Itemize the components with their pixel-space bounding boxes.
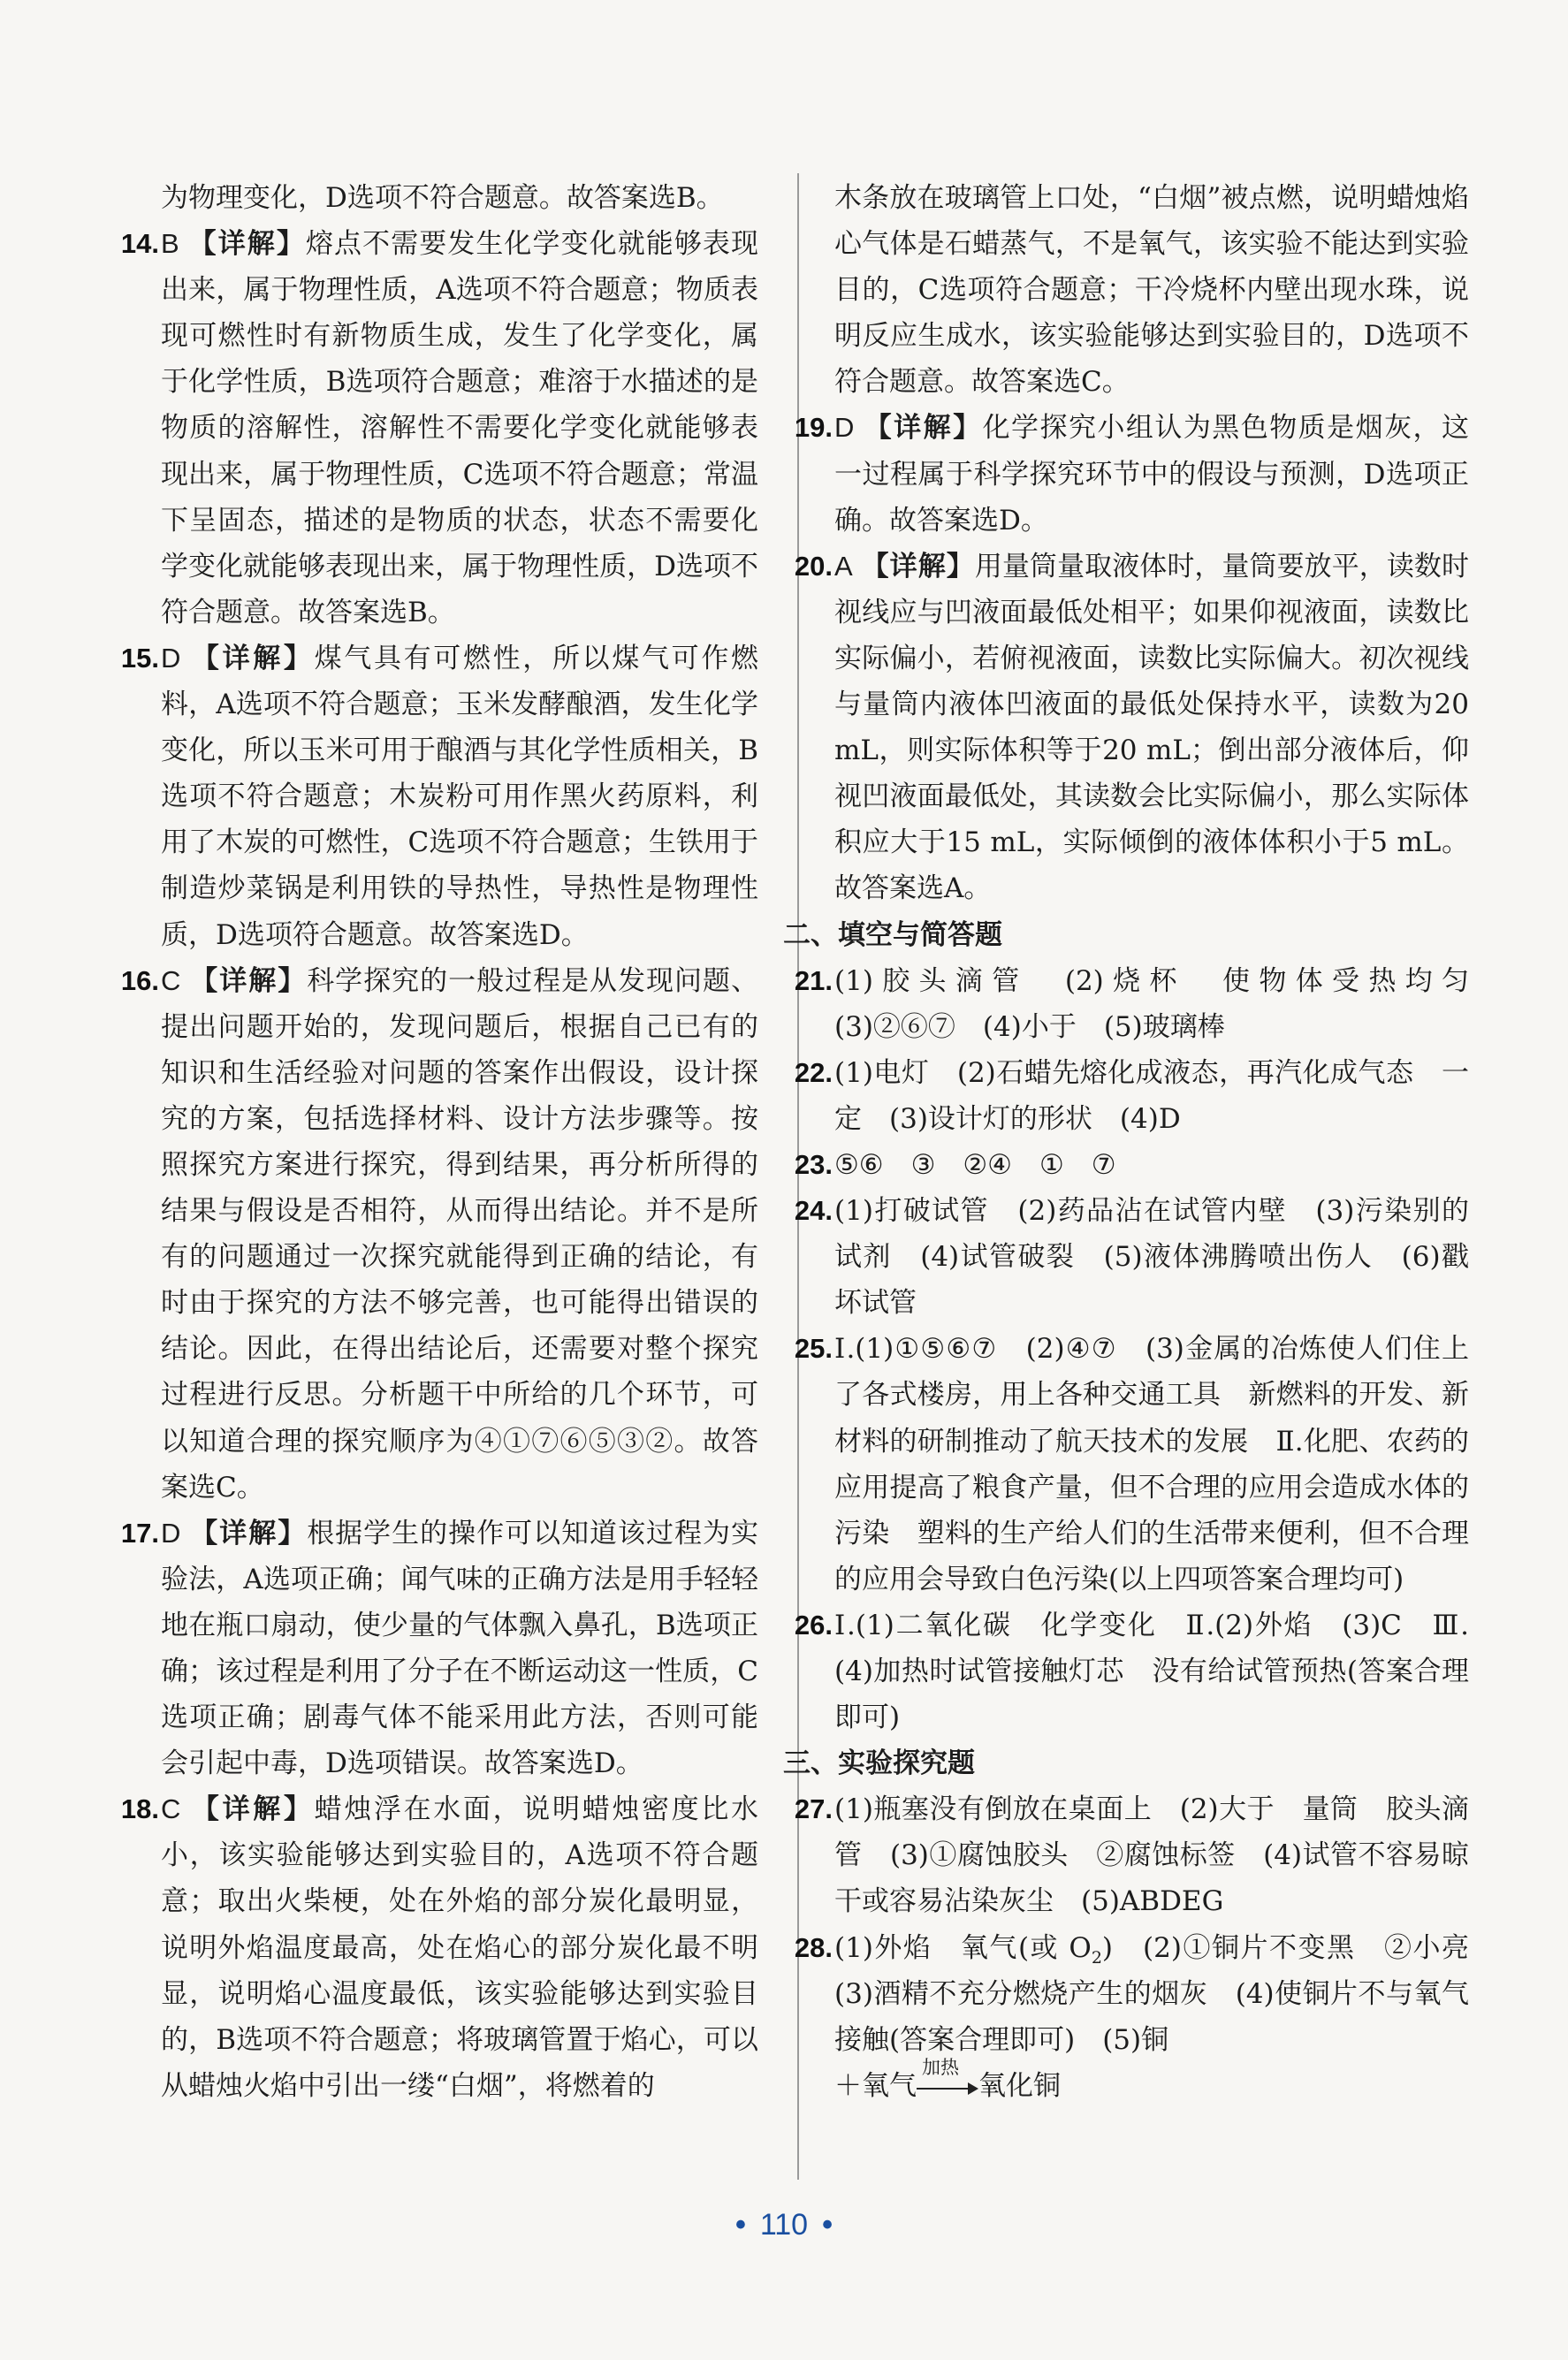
answer-text: ⑤⑥ ③ ②④ ① ⑦	[834, 1148, 1116, 1181]
answer-text: (1)胶头滴管 (2)烧杯 使物体受热均匀 (3)②⑥⑦ (4)小于 (5)玻璃棒	[834, 964, 1496, 1043]
item-number: 22.	[794, 1056, 833, 1088]
explanation-text: 根据学生的操作可以知道该过程为实验法，A选项正确；闻气味的正确方法是用手轻轻地在瓶口扇动，使少量的气体飘入鼻孔，B选项正确；该过程是利用了分子在不断运动这一性质，C选项正确；剧毒气体不能采用此方法，否则可能会引起中毒，D选项错误。故答案选D。	[161, 1517, 758, 1780]
item-number: 21.	[794, 964, 833, 996]
answer-text: (1)电灯 (2)石蜡先熔化成液态，再汽化成气态 一定 (3)设计灯的形状 (4)D	[834, 1056, 1469, 1135]
detail-tag: 【详解】	[190, 1517, 308, 1549]
detail-tag: 【详解】	[190, 964, 308, 997]
footer-dot-left: •	[735, 2208, 746, 2242]
answer-letter: C	[161, 1793, 181, 1825]
answer-letter: D	[834, 412, 855, 444]
left-column	[120, 175, 759, 2109]
section-heading-fill-in: 二、填空与简答题	[783, 918, 1002, 950]
explanation-text: 熔点不需要发生化学变化就能够表现出来，属于物理性质，A选项不符合题意；物质表现可燃性时有新物质生成，发生了化学变化，属于化学性质，B选项符合题意；难溶于水描述的是物质的溶解性，溶解性不需要化学变化就能够表现出来，属于物理性质，C选项不符合题意；常温下呈固态，描述的是物质的状态，状态不需要化学变化就能够表现出来，属于物理性质，D选项不符合题意。故答案选B。	[161, 228, 759, 628]
answer-text-part-b: ) (2)①铜片不变黑 ②小亮 (3)酒精不充分燃烧产生的烟灰 (4)使铜片不与氧气接触(答案合理即可) (5)铜	[834, 1931, 1496, 2056]
answer-item-26	[794, 1603, 1469, 1740]
answer-item-25	[794, 1326, 1469, 1603]
explanation-text: 化学探究小组认为黑色物质是烟灰，这一过程属于科学探究环节中的假设与预测，D选项正确。故答案选D。	[834, 412, 1470, 537]
item-number: 20.	[794, 550, 833, 582]
footer-dot-right: •	[822, 2208, 833, 2242]
explanation-text: 煤气具有可燃性，所以煤气可作燃料，A选项不符合题意；玉米发酵酿酒，发生化学变化，所以玉米可用于酿酒与其化学性质相关，B选项不符合题意；木炭粉可用作黑火药原料，利用了木炭的可燃性，C选项不符合题意；生铁用于制造炒菜锅是利用铁的导热性，导热性是物理性质，D选项符合题意。故答案选D。	[161, 642, 759, 951]
answer-item-18	[120, 1786, 759, 2109]
item-number: 19.	[794, 412, 833, 444]
answer-item-16	[120, 958, 758, 1511]
item-number: 28.	[794, 1931, 833, 1963]
answer-item-28	[794, 1925, 1496, 2109]
answer-item-22	[794, 1050, 1469, 1142]
item-number: 15.	[120, 642, 159, 674]
detail-tag: 【详解】	[191, 642, 315, 674]
continued-text-18: 木条放在玻璃管上口处，“白烟”被点燃，说明蜡烛焰心气体是石蜡蒸气，不是氧气，该实验不能达到实验目的，C选项符合题意；干冷烧杯内壁出现水珠，说明反应生成水，该实验能够达到实验目的，D选项不符合题意。故答案选C。	[834, 182, 1469, 399]
answer-item-15	[120, 636, 759, 958]
answer-letter: D	[161, 1517, 181, 1549]
reaction-condition: 加热	[922, 2057, 959, 2079]
section-heading-experiment: 三、实验探究题	[783, 1747, 975, 1779]
detail-tag: 【详解】	[861, 550, 975, 582]
reaction-arrow	[917, 2057, 978, 2100]
page-number: 110	[759, 2208, 809, 2242]
explanation-text: 蜡烛浮在水面，说明蜡烛密度比水小，该实验能够达到实验目的，A选项不符合题意；取出火柴梗，处在外焰的部分炭化最明显，说明外焰温度最高，处在焰心的部分炭化最不明显，说明焰心温度最低，该实验能够达到实验目的，B选项不符合题意；将玻璃管置于焰心，可以从蜡烛火焰中引出一缕“白烟”，将燃着的	[161, 1793, 759, 2102]
answer-item-20	[794, 544, 1469, 912]
item-number: 27.	[794, 1793, 833, 1825]
answer-item-19	[794, 405, 1470, 543]
item-number: 25.	[794, 1333, 833, 1365]
answer-item-21	[794, 958, 1496, 1050]
right-column	[783, 175, 1496, 2109]
item-number: 23.	[794, 1148, 833, 1180]
equation-right: 氧化铜	[978, 2069, 1061, 2102]
answer-text-part-a: (1)外焰 氧气(或 O	[834, 1931, 1092, 1964]
subscript-2: 2	[1091, 1947, 1102, 1968]
item-number: 16.	[120, 964, 159, 996]
answer-letter: A	[834, 550, 853, 582]
answer-letter: C	[161, 964, 181, 996]
answer-item-17	[120, 1511, 758, 1787]
detail-tag: 【详解】	[188, 228, 306, 261]
page-footer	[0, 2208, 1568, 2242]
item-number: 17.	[120, 1517, 159, 1549]
item-number: 18.	[120, 1793, 159, 1825]
answer-item-23	[794, 1142, 1469, 1188]
answer-text: (1)瓶塞没有倒放在桌面上 (2)大于 量筒 胶头滴管 (3)①腐蚀胶头 ②腐蚀标签 (4)试管不容易晾干或容易沾染灰尘 (5)ABDEG	[834, 1793, 1469, 1918]
answer-letter: D	[161, 642, 181, 674]
answer-text: (1)打破试管 (2)药品沾在试管内壁 (3)污染别的试剂 (4)试管破裂 (5)液体沸腾喷出伤人 (6)戳坏试管	[834, 1195, 1469, 1320]
detail-tag: 【详解】	[191, 1793, 315, 1826]
item-number: 24.	[794, 1195, 833, 1227]
answer-letter: B	[161, 228, 179, 260]
detail-tag: 【详解】	[864, 412, 983, 445]
item-number: 26.	[794, 1609, 833, 1641]
equation-left: ＋氧气	[834, 2069, 917, 2102]
answer-text: Ⅰ.(1)①⑤⑥⑦ (2)④⑦ (3)金属的冶炼使人们住上了各式楼房，用上各种交通工具 新燃料的开发、新材料的研制推动了航天技术的发展 Ⅱ.化肥、农药的应用提高了粮食产量，但不合理的应用会造成水体的污染 塑料的生产给人们的生活带来便利，但不合理的应用会导致白色污染(以上四项答案合理均可)	[834, 1333, 1469, 1595]
explanation-text: 用量筒量取液体时，量筒要放平，读数时视线应与凹液面最低处相平；如果仰视液面，读数比实际偏小，若俯视液面，读数比实际偏大。初次视线与量筒内液体凹液面的最低处保持水平，读数为20 mL，则实际体积等于20 mL；倒出部分液体后，仰视凹液面最低处，其读数会比实际偏小，那么实际体积应大于15 mL，实际倾倒的液体体积小于5 mL。故答案选A。	[834, 550, 1469, 905]
answer-text: Ⅰ.(1)二氧化碳 化学变化 Ⅱ.(2)外焰 (3)C Ⅲ.(4)加热时试管接触灯芯 没有给试管预热(答案合理即可)	[834, 1609, 1469, 1734]
item-number: 14.	[120, 228, 159, 260]
answer-item-24	[794, 1188, 1469, 1326]
answer-item-27	[794, 1786, 1469, 1924]
answer-item-14	[120, 221, 759, 636]
continued-text-13: 为物理变化，D选项不符合题意。故答案选B。	[161, 182, 724, 214]
explanation-text: 科学探究的一般过程是从发现问题、提出问题开始的，发现问题后，根据自己已有的知识和生活经验对问题的答案作出假设，设计探究的方案，包括选择材料、设计方法步骤等。按照探究方案进行探究，得到结果，再分析所得的结果与假设是否相符，从而得出结论。并不是所有的问题通过一次探究就能得到正确的结论，有时由于探究的方法不够完善，也可能得出错误的结论。因此，在得出结论后，还需要对整个探究过程进行反思。分析题干中所给的几个环节，可以知道合理的探究顺序为④①⑦⑥⑤③②。故答案选C。	[161, 964, 758, 1504]
